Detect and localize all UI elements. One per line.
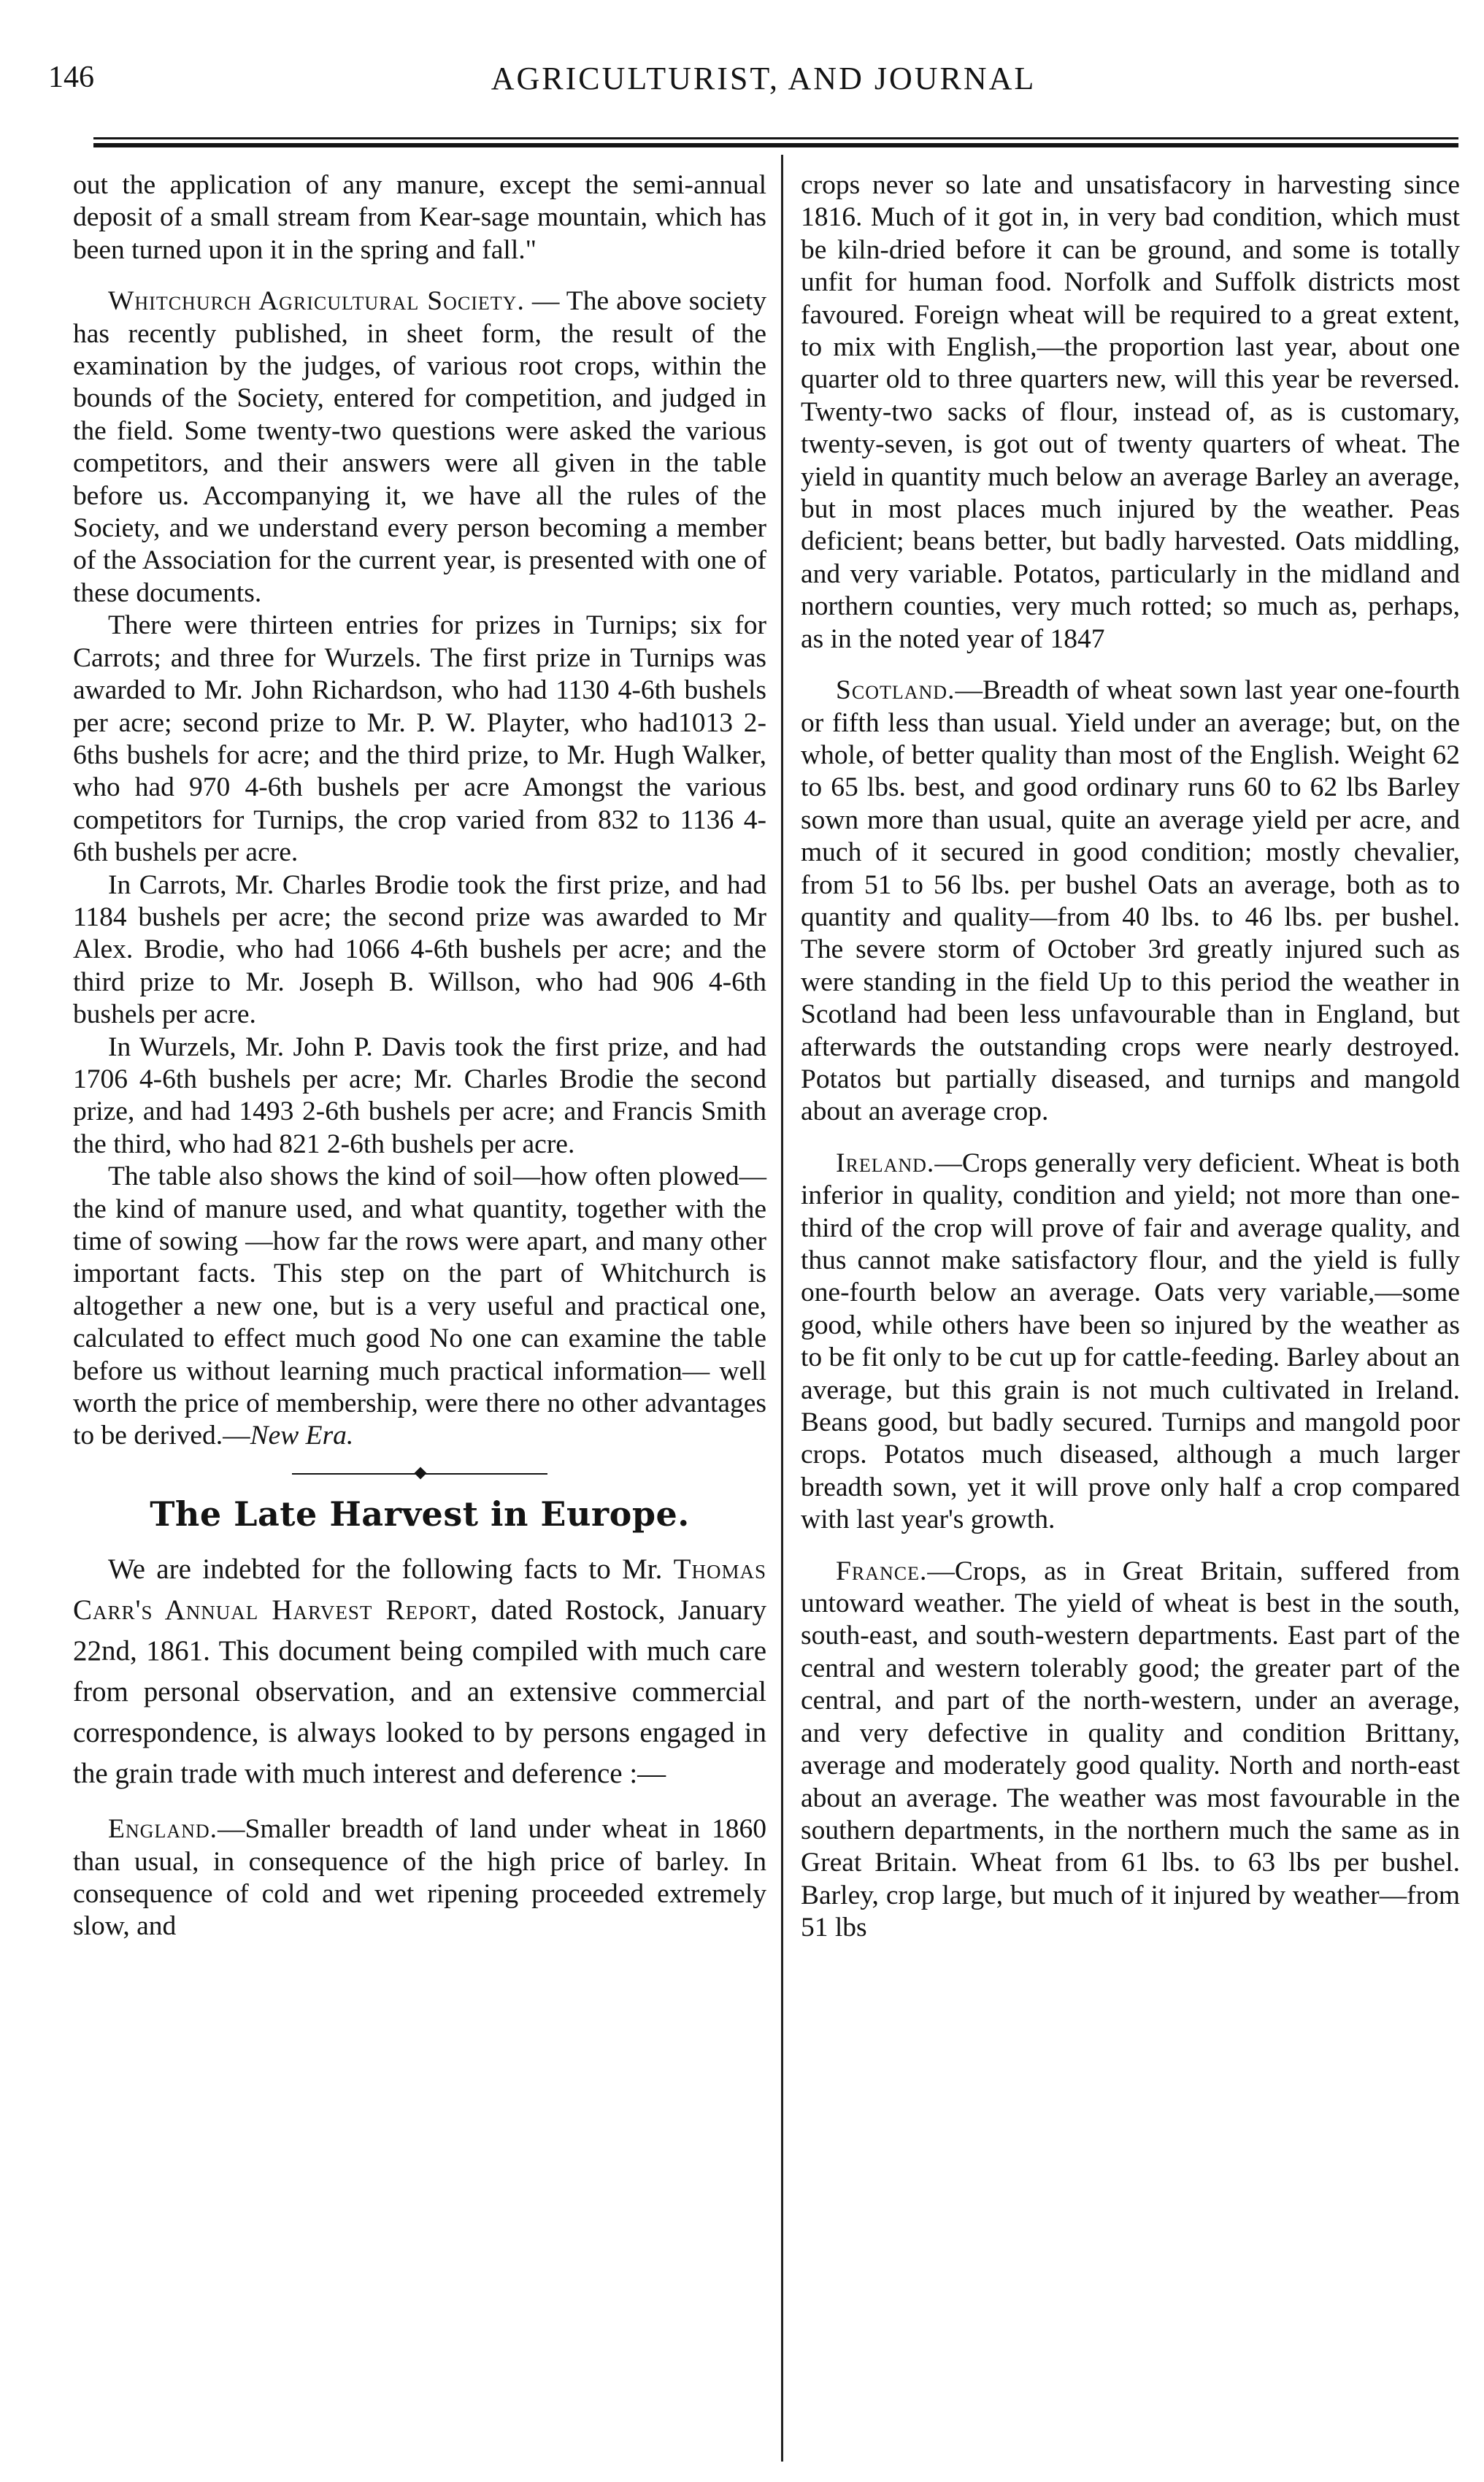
ireland-heading: Ireland. bbox=[836, 1148, 935, 1178]
france-text: —Crops, as in Great Britain, suffered from untoward weather. The yield of wheat is best in the south, south-east, and south-western departments. East part of the central and western tolerably good; the greater part of the central, and part of the north-western, under an average, and very defective in quality and condition Brittany, average and moderately good quality. North and north-east about an average. The weather was most favourable in the southern departments, in the northern much the same as in Great Britain. Wheat from 61 lbs. to 63 lbs per bushel. Barley, crop large, but much of it injured by weather—from 51 lbs bbox=[801, 1556, 1460, 1943]
table-paragraph bbox=[73, 1161, 766, 1453]
left-column bbox=[73, 169, 766, 1943]
england-text: —Smaller breadth of land under wheat in 1860 than usual, in consequence of the high price of barley. In consequence of cold and wet ripening proceeded extremely slow, and bbox=[73, 1814, 766, 1942]
table-text: The table also shows the kind of soil—how often plowed—the kind of manure used, and what quantity, together with the time of sowing —how far the rows were apart, and many other important facts. This step on the part of Whitchurch is altogether a new one, but is a very useful and practical one, calculated to effect much good No one can examine the table before us without learning much practical information— well worth the price of membership, were there no other advantages to be derived.— bbox=[73, 1161, 766, 1451]
england-paragraph bbox=[73, 1813, 766, 1943]
table-source: New Era. bbox=[250, 1421, 354, 1451]
intro-text-a: We are indebted for the following facts to Mr. bbox=[108, 1553, 674, 1586]
ireland-paragraph bbox=[801, 1148, 1460, 1537]
scotland-paragraph bbox=[801, 675, 1460, 1129]
intro-paragraph bbox=[73, 1549, 766, 1794]
france-paragraph bbox=[801, 1556, 1460, 1945]
page-header bbox=[48, 60, 1435, 104]
continuation-paragraph: out the application of any manure, except the semi-annual deposit of a small stream from Kear-sage mountain, which has been turned upon it in the spring and fall." bbox=[73, 170, 766, 265]
wurzels-paragraph: In Wurzels, Mr. John P. Davis took the first prize, and had 1706 4-6th bushels per acre; Mr. Charles Brodie the second prize, and had 1493 2-6th bushels per acre; and Francis Smith the third, who had 821 2-6th bushels per acre. bbox=[73, 1031, 766, 1159]
whitchurch-paragraph bbox=[73, 285, 766, 610]
intro-text-c: dated Rostock, January 22nd, 1861. This document being compiled with much care from personal observation, and an extensive commercial correspondence, is always looked to by persons engaged in the grain trade with much interest and deference :— bbox=[73, 1594, 766, 1790]
carrots-paragraph: In Carrots, Mr. Charles Brodie took the first prize, and had 1184 bushels per acre; the second prize was awarded to Mr Alex. Brodie, who had 1066 4-6th bushels per acre; and the third prize to Mr. Joseph B. Willson, who had 906 4-6th bushels per acre. bbox=[73, 869, 766, 1030]
turnip-entries-paragraph: There were thirteen entries for prizes in Turnips; six for Carrots; and three for Wurzels. The first prize in Turnips was awarded to Mr. John Richardson, who had 1130 4-6th bushels per acre; second prize to Mr. P. W. Playter, who had1013 2-6ths bushels for acre; and the third prize, to Mr. Hugh Walker, who had 970 4-6th bushels per acre Amongst the various competitors for Turnips, the crop varied from 832 to 1136 4-6th bushels per acre. bbox=[73, 610, 766, 868]
england-heading: England. bbox=[108, 1814, 218, 1845]
right-column bbox=[801, 169, 1460, 1945]
separator-ornament bbox=[415, 1467, 427, 1479]
ireland-text: —Crops generally very deficient. Wheat is both inferior in quality, condition and yield; not more than one-third of the crop will prove of fair and average quality, and thus cannot make satisfactory flour, and the yield is fully one-fourth below an average. Oats very variable,—some good, while others have been so injured by the weather as to be fit only to be cut up for cattle-feeding. Barley about an average, but this grain is not much cultivated in Ireland. Beans good, but badly secured. Turnips and mangold poor crops. Potatos much diseased, although a much larger breadth sown, yet it will prove only half a crop compared with last year's growth. bbox=[801, 1148, 1460, 1535]
column-divider bbox=[781, 155, 783, 2462]
section-separator bbox=[73, 1469, 766, 1479]
whitchurch-text: — The above society has recently published, in sheet form, the result of the examination by the judges, of various root crops, within the bounds of the Society, entered for competition, and judged in the field. Some twenty-two questions were asked the various competitors, and their answers were all given in the table before us. Accompanying it, we have all the rules of the Society, and we understand every person becoming a member of the Association for the current year, is presented with one of these documents. bbox=[73, 286, 766, 608]
france-heading: France. bbox=[836, 1556, 928, 1586]
header-rule-thin bbox=[93, 137, 1458, 139]
header-rule-thick bbox=[93, 143, 1458, 147]
scotland-heading: Scotland. bbox=[836, 675, 956, 706]
running-title: AGRICULTURIST, AND JOURNAL bbox=[491, 61, 1037, 96]
page-number: 146 bbox=[48, 61, 94, 94]
section-title: The Late Harvest in Europe. bbox=[150, 1494, 690, 1534]
whitchurch-heading: Whitchurch Agricultural Society. bbox=[108, 286, 525, 317]
report-title: Thomas Carr's Annual Harvest Report, bbox=[73, 1553, 766, 1626]
scotland-text: —Breadth of wheat sown last year one-fourth or fifth less than usual. Yield under an average; but, on the whole, of better quality than most of the English. Weight 62 to 65 lbs. best, and good ordinary runs 60 to 62 lbs Barley sown more than usual, quite an average yield per acre, and much of it secured in good condition; mostly chevalier, from 51 to 56 lbs. per bushel Oats an average, both as to quantity and quality—from 40 lbs. to 46 lbs. per bushel. The severe storm of October 3rd greatly injured such as were standing in the field Up to this period the weather in Scotland had been less unfavourable than in England, but afterwards the outstanding crops were nearly destroyed. Potatos but partially diseased, and turnips and mangold about an average crop. bbox=[801, 675, 1460, 1127]
england-continuation: crops never so late and unsatisfacory in harvesting since 1816. Much of it got in, in very bad condition, which must be kiln-dried before it can be ground, and some is totally unfit for human food. Norfolk and Suffolk districts most favoured. Foreign wheat will be required to a great extent, to mix with English,—the proportion last year, about one quarter old to three quarters new, will this year be reversed. Twenty-two sacks of flour, instead of, as is customary, twenty-seven, is got out of twenty quarters of wheat. The yield in quantity much below an average Barley an average, but in most places much injured by the weather. Peas deficient; beans better, but badly harvested. Oats middling, and very variable. Potatos, particularly in the midland and northern counties, very much rotted; so much as, perhaps, as in the noted year of 1847 bbox=[801, 170, 1460, 654]
